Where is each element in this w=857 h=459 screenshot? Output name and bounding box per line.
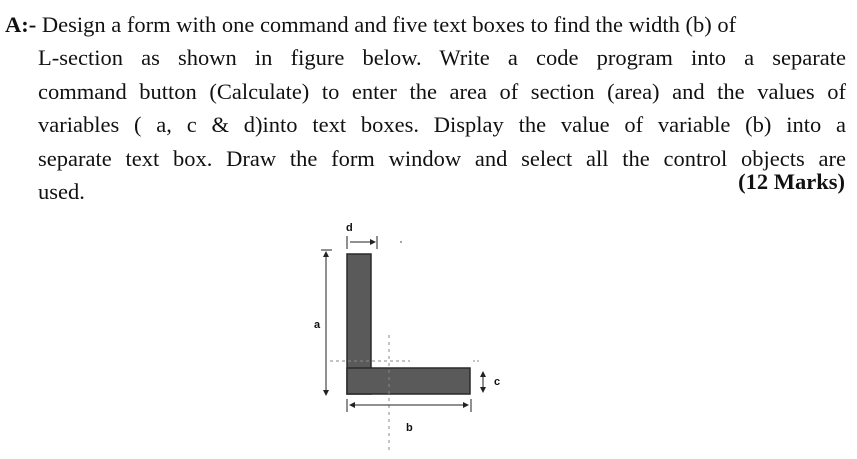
question-line-1 (5, 10, 736, 40)
question-line-4: variables ( a, c & d)into text boxes. Display the value of variable (b) into a (38, 112, 846, 137)
l-section-figure (300, 215, 520, 455)
label-d: d (346, 222, 353, 234)
question-line-3: command button (Calculate) to enter the area of section (area) and the values of (38, 79, 846, 104)
horizontal-leg (347, 368, 470, 394)
question-line-6: used. (38, 179, 85, 204)
question-line-5: separate text box. Draw the form window and select all the control objects are (38, 146, 846, 171)
marks-label: (12 Marks) (738, 169, 845, 194)
label-a: a (314, 319, 321, 331)
question-line-1-text: Design a form with one command and five text boxes to find the width (b) of (41, 12, 737, 37)
question-line-2: L-section as shown in figure below. Write a code program into a separate (38, 45, 846, 70)
label-b: b (406, 422, 413, 434)
label-c: c (494, 376, 501, 388)
question-label: A:- (5, 12, 37, 37)
d-ref-dot (400, 241, 402, 243)
l-section-drawing (300, 215, 520, 455)
